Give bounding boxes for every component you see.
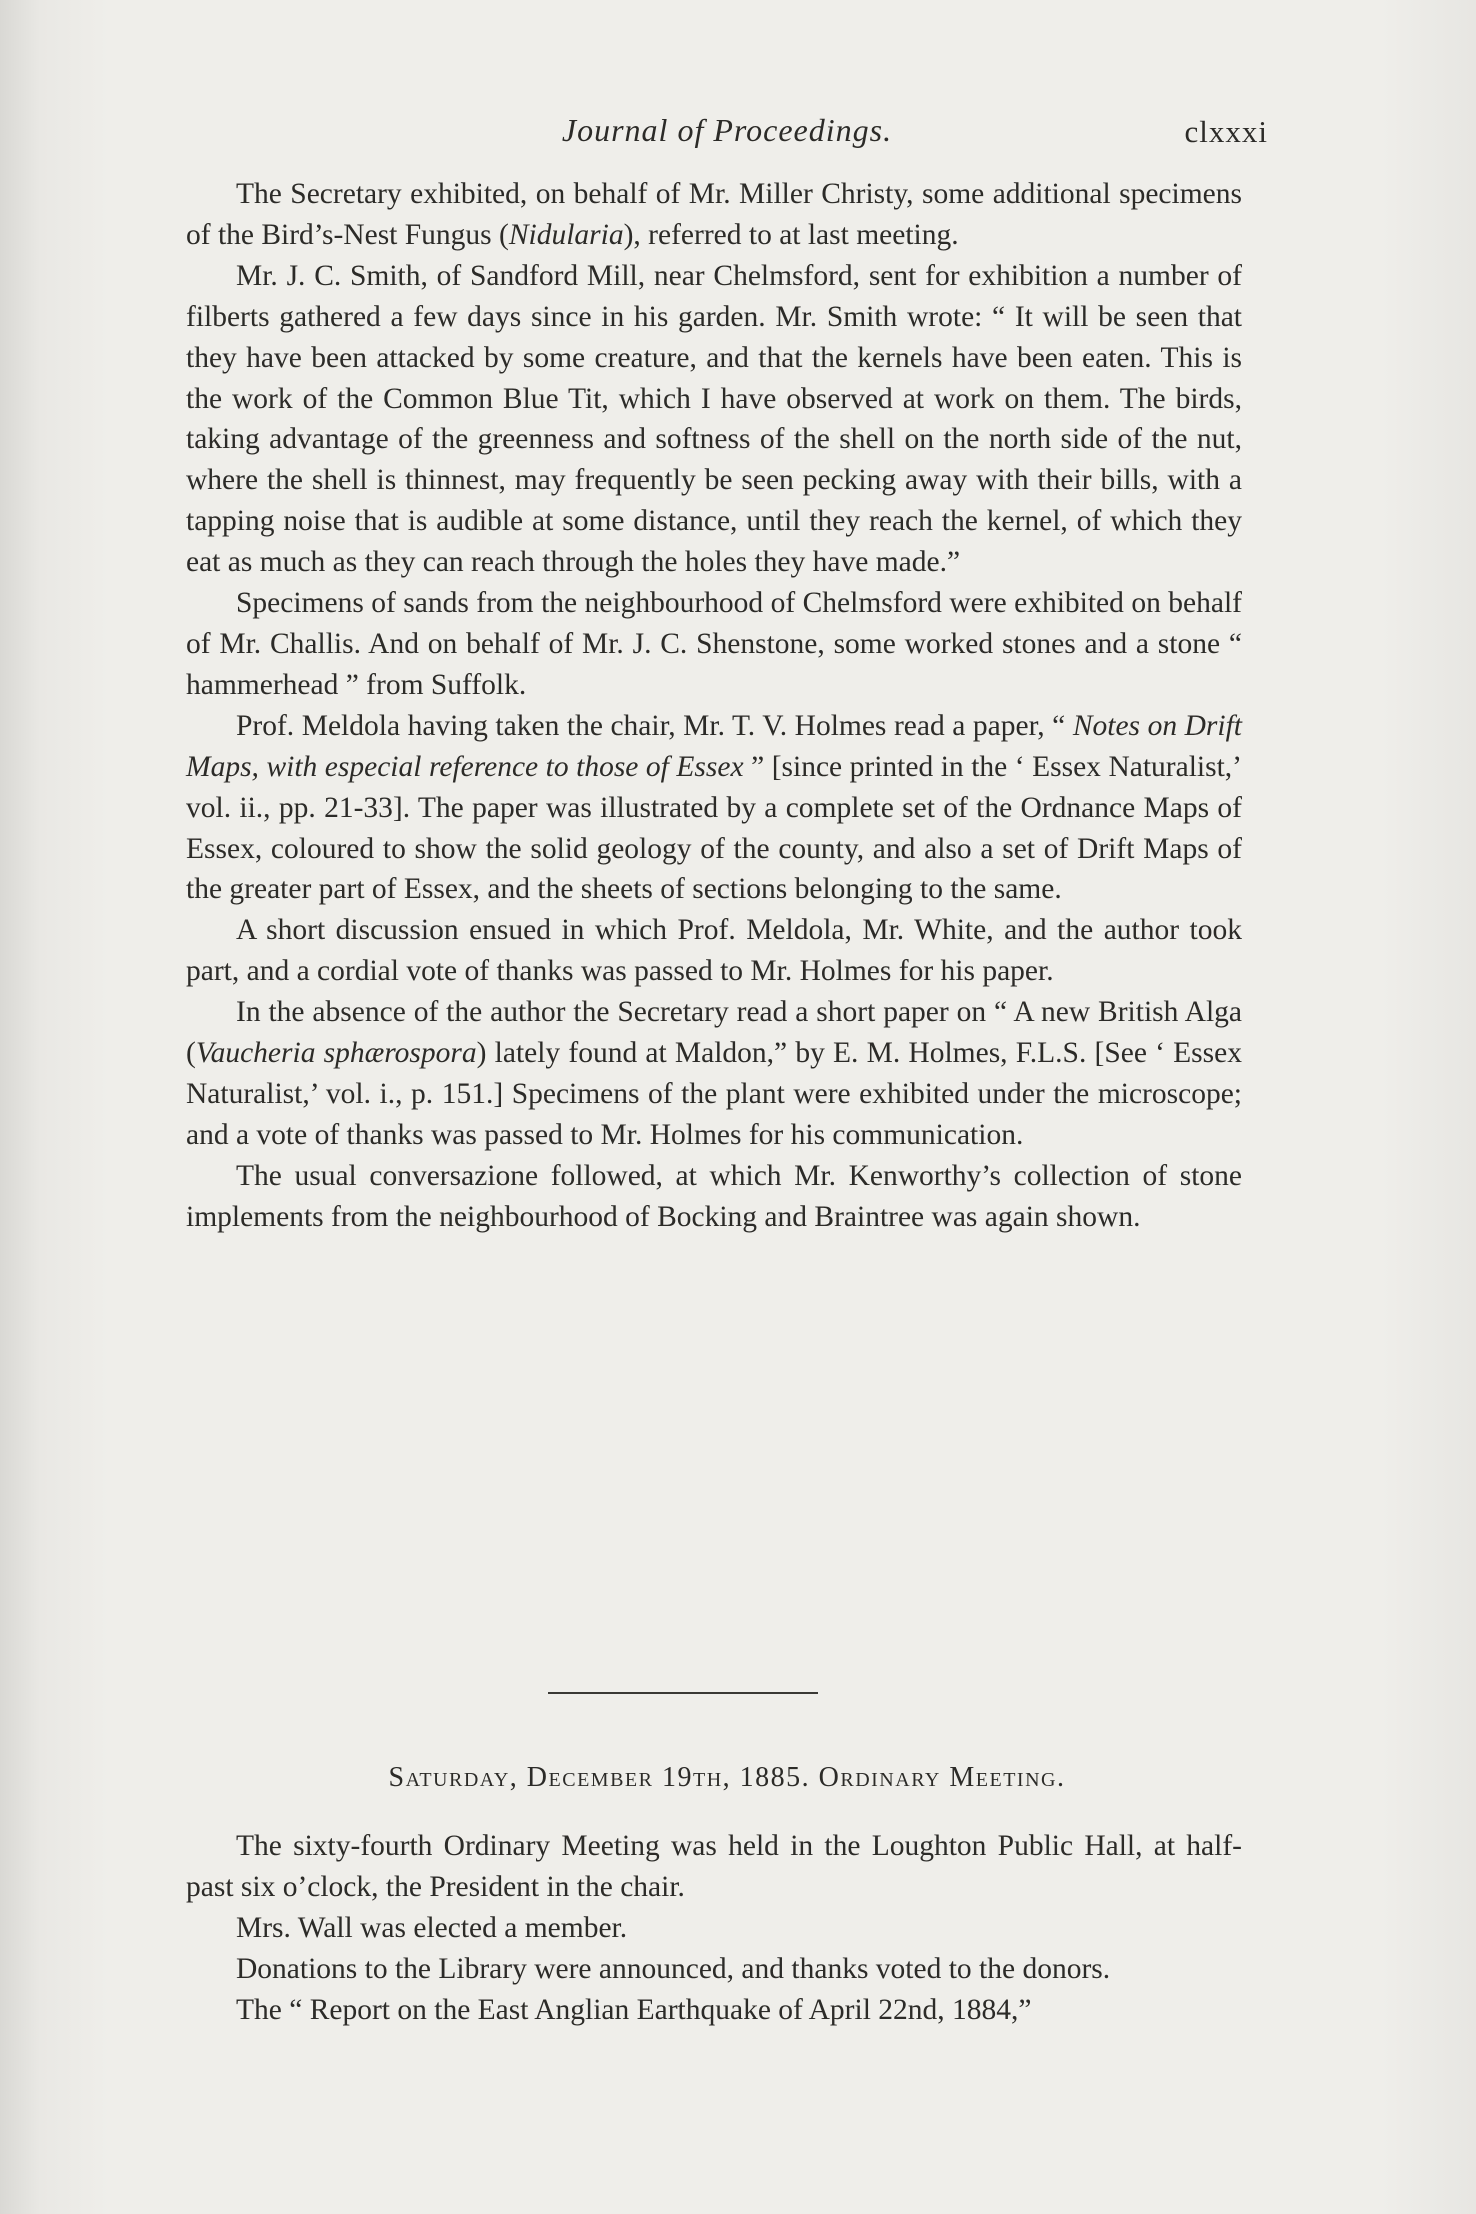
paper-title: Notes on Drift Maps, with especial reference to those of Essex <box>186 709 1242 783</box>
page-header <box>186 112 1268 162</box>
paragraph: The sixty-fourth Ordinary Meeting was held in the Loughton Public Hall, at half-past six o’clock, the President in the chair. <box>186 1830 1242 1903</box>
page-number: clxxxi <box>1184 114 1268 149</box>
body-text-continued <box>186 1826 1242 2031</box>
paragraph-text: ) lately found at Maldon,” by E. M. Holmes, F.L.S. [See ‘ Essex Naturalist,’ vol. i., p. 151.] Specimens of the plant were exhibited under the microscope; and a vote of thanks was passed to Mr. Holmes for his communication. <box>186 1037 1242 1151</box>
paragraph: Donations to the Library were announced, and thanks voted to the donors. <box>236 1952 1111 1985</box>
running-head: Journal of Proceedings. <box>561 112 893 148</box>
paragraph <box>186 706 1242 911</box>
paragraph-text: In the absence of the author the Secretary read a short paper on “ A new British Alga ( <box>186 996 1242 1070</box>
section-divider <box>548 1692 818 1694</box>
paragraph <box>186 174 1242 256</box>
species-name: Nidularia <box>508 218 624 251</box>
paragraph: Mr. J. C. Smith, of Sandford Mill, near Chelmsford, sent for exhibition a number of filberts gathered a few days since in his garden. Mr. Smith wrote: “ It will be seen that they have been attacked by some creature, and that the kernels have been eaten. This is the work of the Common Blue Tit, which I have observed at work on them. The birds, taking advantage of the greenness and softness of the shell on the north side of the nut, where the shell is thinnest, may frequently be seen pecking away with their bills, with a tapping noise that is audible at some distance, until they reach the kernel, of which they eat as much as they can reach through the holes they have made.” <box>186 259 1242 579</box>
paragraph: A short discussion ensued in which Prof. Meldola, Mr. White, and the author took part, and a cordial vote of thanks was passed to Mr. Holmes for his paper. <box>186 914 1242 988</box>
paragraph: The “ Report on the East Anglian Earthquake of April 22nd, 1884,” <box>236 1993 1032 2026</box>
paragraph: The usual conversazione followed, at which Mr. Kenworthy’s collection of stone implements from the neighbourhood of Bocking and Braintree was again shown. <box>186 1159 1242 1233</box>
section-heading <box>186 1762 1268 1794</box>
section-heading-text: Saturday, December 19th, 1885. Ordinary Meeting. <box>388 1762 1066 1793</box>
paragraph-text: ), referred to at last meeting. <box>623 218 959 251</box>
paragraph: Specimens of sands from the neighbourhood of Chelmsford were exhibited on behalf of Mr. Challis. And on behalf of Mr. J. C. Shenstone, some worked stones and a stone “ hammerhead ” from Suffolk. <box>186 587 1242 701</box>
paragraph: Mrs. Wall was elected a member. <box>236 1911 628 1944</box>
paragraph-text: Prof. Meldola having taken the chair, Mr. T. V. Holmes read a paper, “ <box>236 709 1073 742</box>
species-name: Vaucheria sphærospora <box>195 1037 477 1070</box>
paragraph-text: The Secretary exhibited, on behalf of Mr. Miller Christy, some additional specimens of the Bird’s-Nest Fungus ( <box>186 178 1242 251</box>
body-text <box>186 174 1242 1238</box>
paragraph <box>186 992 1242 1156</box>
paragraph-text: ” [since printed in the ‘ Essex Naturalist,’ vol. ii., pp. 21-33]. The paper was illustrated by a complete set of the Ordnance Maps of Essex, coloured to show the solid geology of the county, and also a set of Drift Maps of the greater part of Essex, and the sheets of sections belonging to the same. <box>186 750 1242 906</box>
